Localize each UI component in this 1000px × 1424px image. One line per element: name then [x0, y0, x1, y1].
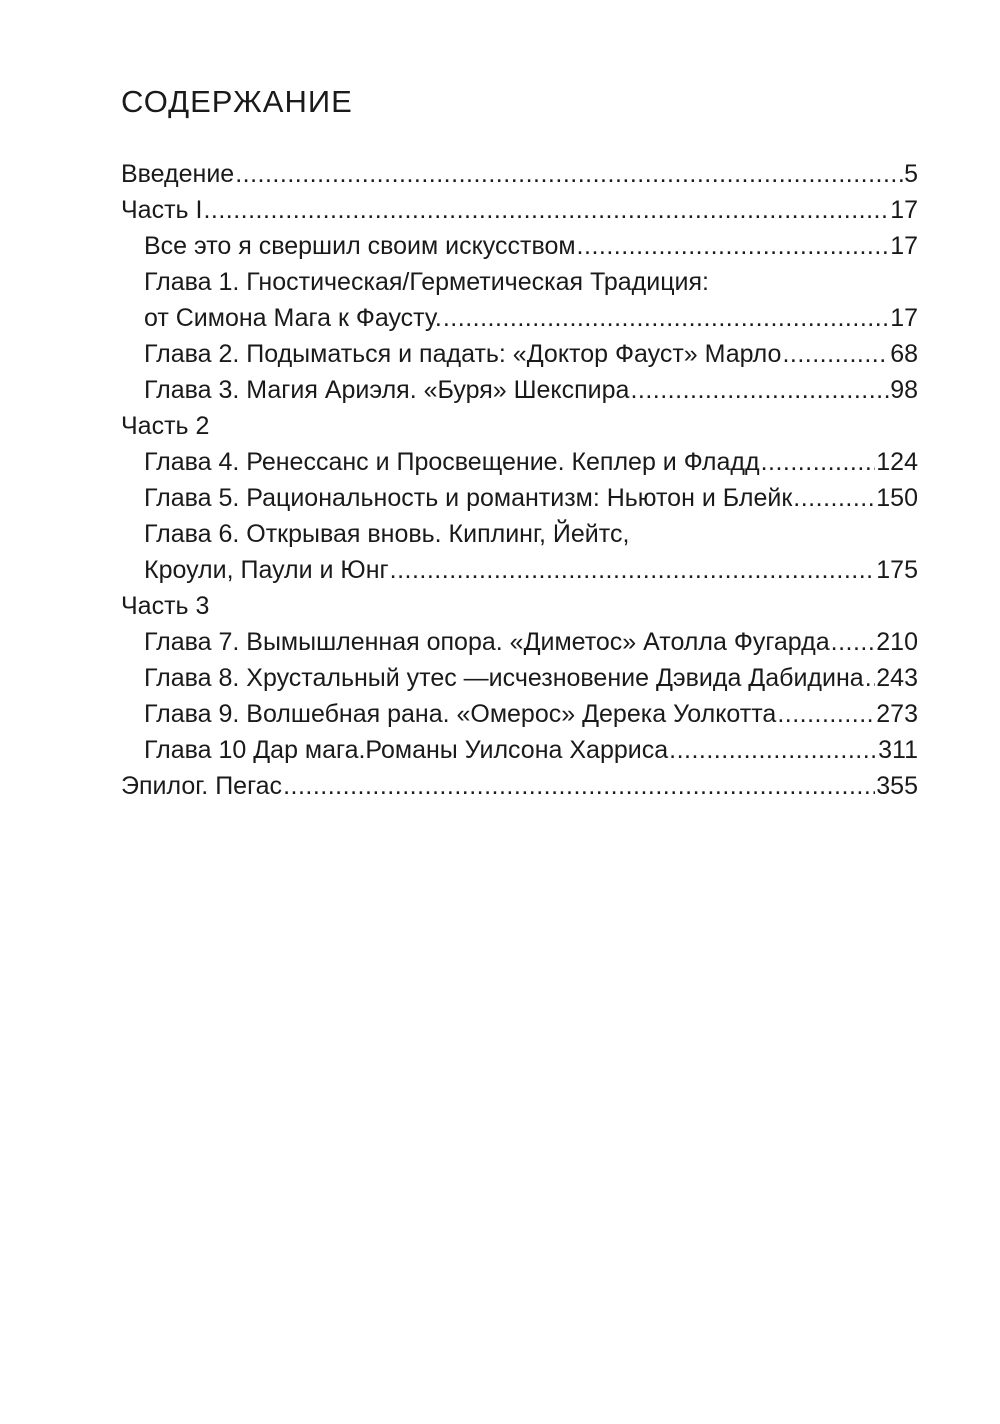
dot-leader: [443, 300, 889, 336]
dot-leader: [390, 552, 876, 588]
toc-entry-chapter-7: [121, 624, 918, 660]
toc-entry-chapter-1-line-2: [121, 300, 918, 336]
toc-page-number: 17: [890, 304, 918, 332]
toc-entry-title: Глава 6. Открывая вновь. Киплинг, Йейтс,: [144, 520, 630, 548]
page-title: СОДЕРЖАНИЕ: [121, 84, 353, 119]
toc-page-number: 150: [876, 484, 918, 512]
toc-entry-chapter-9: [121, 696, 918, 732]
toc-entry-chapter-4: [121, 444, 918, 480]
dot-leader: [577, 228, 890, 264]
dot-leader: [203, 192, 889, 228]
toc-entry-chapter-6-line-1: [121, 516, 918, 552]
toc-entry-title: Глава 7. Вымышленная опора. «Диметос» Атолла Фугарда: [144, 628, 830, 656]
toc-entry-prologue-section: [121, 228, 918, 264]
toc-entry-chapter-5: [121, 480, 918, 516]
dot-leader: [630, 372, 889, 408]
toc-entry-chapter-10: [121, 732, 918, 768]
toc-page-number: 355: [876, 772, 918, 800]
toc-entry-title: Введение: [121, 160, 235, 188]
dot-leader: [669, 732, 877, 768]
dot-leader: [235, 156, 903, 192]
toc-page-number: 243: [876, 664, 918, 692]
toc-entry-title: от Симона Мага к Фаусту.: [144, 304, 442, 332]
toc-entry-part-1: [121, 192, 918, 228]
toc-page-number: 273: [876, 700, 918, 728]
toc-entry-title: Часть 3: [121, 592, 210, 620]
toc-page-number: 17: [890, 196, 918, 224]
toc-entry-title: Глава 9. Волшебная рана. «Омерос» Дерека Уолкотта: [144, 700, 777, 728]
toc-entry-chapter-3: [121, 372, 918, 408]
toc-entry-title: Глава 1. Гностическая/Герметическая Традиция:: [144, 268, 709, 296]
toc-page-number: 68: [890, 340, 918, 368]
dot-leader: [283, 768, 875, 804]
toc-entry-chapter-2: [121, 336, 918, 372]
toc-entry-title: Часть 2: [121, 412, 210, 440]
toc-entry-title: Глава 4. Ренессанс и Просвещение. Кеплер и Фладд: [144, 448, 760, 476]
toc-page-number: 98: [890, 376, 918, 404]
toc-entry-title: Все это я свершил своим искусством: [144, 232, 576, 260]
toc-entry-part-3: [121, 588, 918, 624]
toc-entry-chapter-6-line-2: [121, 552, 918, 588]
toc-entry-title: Глава 8. Хрустальный утес —исчезновение Дэвида Дабидина: [144, 664, 864, 692]
toc-entry-title: Кроули, Паули и Юнг: [144, 556, 389, 584]
dot-leader: [831, 624, 876, 660]
toc-entry-epilogue: [121, 768, 918, 804]
toc-page-number: 17: [890, 232, 918, 260]
dot-leader: [782, 336, 889, 372]
toc-entry-title: Глава 3. Магия Ариэля. «Буря» Шекспира: [144, 376, 630, 404]
toc-entry-title: Глава 2. Подыматься и падать: «Доктор Фауст» Марло: [144, 340, 782, 368]
toc-page-number: 311: [878, 736, 918, 764]
toc-entry-introduction: [121, 156, 918, 192]
toc-entry-part-2: [121, 408, 918, 444]
dot-leader: [865, 660, 876, 696]
toc-page-number: 5: [904, 160, 918, 188]
toc-entry-title: Глава 10 Дар мага.Романы Уилсона Харриса: [144, 736, 669, 764]
toc-entry-title: Часть I: [121, 196, 203, 224]
toc-page-number: 124: [876, 448, 918, 476]
toc-page-number: 210: [876, 628, 918, 656]
toc-page-number: 175: [876, 556, 918, 584]
dot-leader: [777, 696, 875, 732]
toc-entry-chapter-8: [121, 660, 918, 696]
dot-leader: [761, 444, 876, 480]
toc-entry-chapter-1-line-1: [121, 264, 918, 300]
toc-entry-title: Глава 5. Рациональность и романтизм: Ньютон и Блейк: [144, 484, 793, 512]
dot-leader: [793, 480, 875, 516]
toc-entry-title: Эпилог. Пегас: [121, 772, 283, 800]
table-of-contents: [121, 156, 918, 804]
